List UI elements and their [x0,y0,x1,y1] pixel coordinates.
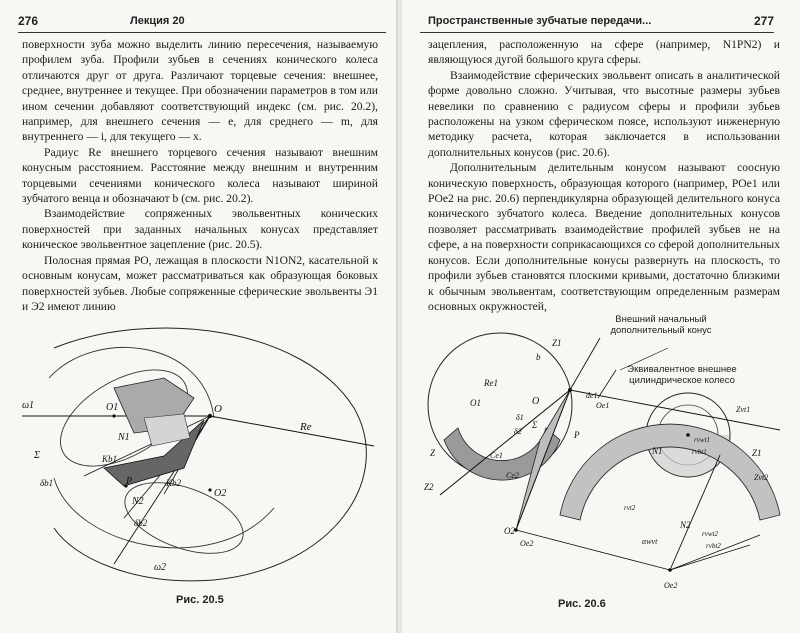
label-omega2: ω2 [154,562,167,573]
label-de1: de1 [586,391,598,400]
label-N1: N1 [118,432,130,443]
right-page [402,0,800,633]
label-Z: Z [430,448,436,458]
label-Ce1: Ce1 [490,451,503,460]
callout-equivalent-wheel: Эквивалентное внешнее цилиндрическое колесо [627,364,737,386]
label-Kb2: Kb2 [166,478,182,488]
label-delta-b2: δb2 [134,518,148,528]
label-Oe1: Oe1 [596,401,610,410]
label-delta2: δ2 [514,427,522,436]
label-O: O [214,403,222,415]
left-running-head: Лекция 20 [130,15,185,27]
right-paragraph-1: зацепления, расположенную на сфере (например, N1PN2) и являющуюся дугой большого круга сферы. [428,38,780,67]
right-body-text [428,37,780,314]
left-paragraph-3: Взаимодействие сопряженных эвольвентных конических поверхностей при заданных начальных конусах представляет коническое эвольвентное зацепление (рис. 20.5). [22,207,378,252]
right-paragraph-2: Взаимодействие сферических эвольвент описать в аналитической форме довольно сложно. Учитывая, что высотные размеры зубьев невелики по сравнению с радиусом сферы и профили зубьев расположены на узком сферическом поясе, используют инженерную методику расчета, которая заключается в использовании дополнительных конусов (рис. 20.6). [428,68,780,159]
label-Zvt2: Zvt2 [754,473,769,482]
label-Z2-left: Z2 [424,482,434,492]
label-O: O [532,396,540,407]
right-running-head: Пространственные зубчатые передачи... [428,15,652,27]
label-Sigma: Σ [532,420,538,430]
left-body-text [22,37,378,314]
label-N1: N1 [652,446,663,456]
label-P: P [574,430,580,440]
label-delta1: δ1 [516,413,524,422]
figure-20-6-additional-cones [420,330,796,600]
label-Ce2: Ce2 [506,471,519,480]
label-Re1: Re1 [484,378,498,388]
figure-20-5-bevel-gear-mesh [14,318,386,590]
label-rvbt2: rvbt2 [706,542,721,550]
left-paragraph-2: Радиус Re внешнего торцевого сечения называют внешним конусным расстоянием. Расстояние между внешним и внутренним торцевыми сечениями конического колеса называют шириной зубчатого венца и обозначают b (см. рис. 20.2). [22,145,378,206]
label-Zvt1: Zvt1 [736,405,751,414]
label-delta-b1: δb1 [40,478,54,488]
left-paragraph-4: Полосная прямая PO, лежащая в плоскости N1ON2, касательной к основным конусам, может рассматриваться как образующая боковых поверхностей зубьев. Любые сопряженные сферические эвольвенты Э1 и Э2 имеют линию [22,253,378,313]
left-running-header [18,10,386,33]
label-rvt2: rvt2 [624,504,636,512]
label-Z1-right: Z1 [752,448,762,458]
label-omega1: ω1 [22,400,35,411]
label-N2: N2 [680,520,691,530]
figure-20-5-caption: Рис. 20.5 [176,594,224,606]
figure-20-6-caption: Рис. 20.6 [558,598,606,610]
label-N2: N2 [132,496,144,507]
callout-additional-cone: Внешний начальный дополнительный конус [610,314,712,336]
label-O1: O1 [470,398,481,408]
label-alpha-wvt: αwvt [642,537,658,546]
left-page [0,0,398,633]
label-b: b [536,352,541,362]
label-Oe2-bottom: Oe2 [664,581,678,590]
left-page-number: 276 [18,14,39,28]
label-rvwt2: rvwt2 [702,530,718,538]
label-Sigma: Σ [34,450,40,461]
label-Re: Re [300,421,312,433]
label-O2: O2 [504,526,515,536]
label-rvwt1: rvwt1 [694,436,710,444]
label-O2: O2 [214,488,227,499]
label-Oe2-cone: Oe2 [520,539,534,548]
label-Kb1: Kb1 [102,454,118,464]
right-running-header [420,10,774,33]
left-paragraph-1: поверхности зуба можно выделить линию пересечения, называемую профилем зуба. Профили зубьев в сечениях конического колеса отличаются друг от друга. Различают торцевые сечения: внешнее, среднее, внутреннее и текущее. При обозначении параметров в том или ином сечении добавляют соответствующий индекс (см. рис. 20.2), например, для внешнего сечения — e, для среднего — m, для внутреннего — i, для текущего — x. [22,38,378,144]
right-page-number: 277 [753,14,774,28]
right-paragraph-3: Дополнительным делительным конусом называют соосную коническую поверхность, образующая которого (например, POe1 или POe2 на рис. 20.6) перпендикулярна образующей делительного конуса конического зубчатого колеса. Введение дополнительных конусов позволяет рассматривать взаимодействие профилей зубьев не на сфере, а на поверхности соприкасающихся со сферой дополнительных конусов. Если дополнительные конусы развернуть на плоскость, то профили зубьев становятся плоскими кривыми, достаточно близкими к обычным эвольвентам, соответствующим определенным размерам основных окружностей, [428,161,780,313]
label-O1: O1 [106,402,119,413]
label-rvbt1: rvbt1 [692,448,707,456]
label-P: P [126,476,133,487]
label-Z1-top: Z1 [552,338,562,348]
